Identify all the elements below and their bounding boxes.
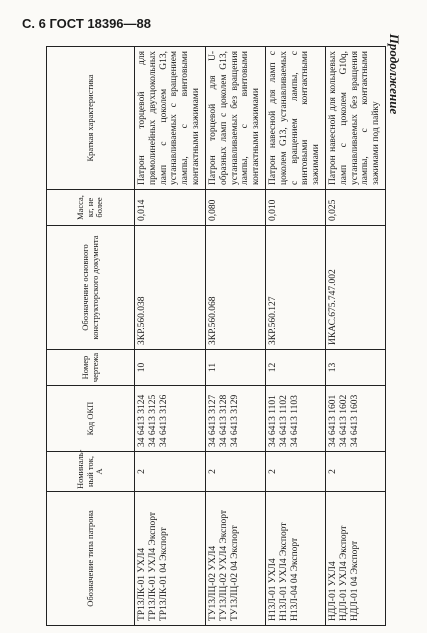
cell-doc: ЗКР.560.068 [205, 226, 265, 350]
col-header-current: Номиналь-ный ток, А [47, 452, 135, 492]
table-row [265, 47, 325, 626]
cell-mass: 0,010 [265, 190, 325, 226]
cell-doc: ИКАС.675.747.002 [325, 226, 385, 350]
cell-current: 2 [135, 452, 206, 492]
cell-type: Н13Л-01 УХЛ4 Н13Л-01 УХЛ4 Экспорт Н13Л-04 04 Экспорт [265, 492, 325, 626]
cell-desc: Патрон навесной для ламп с цоколем G13, устанавливаемых с вращением лампы, с винтовыми контактными зажимами [265, 47, 325, 190]
col-header-okp: Код ОКП [47, 386, 135, 452]
cell-desc: Патрон навесной для кольцевых ламп с цоколем G10q, устанавливаемых без вращения лампы, с контактными зажимами под пайку [325, 47, 385, 190]
cell-okp: 34 6413 3127 34 6413 3128 34 6413 3129 [205, 386, 265, 452]
cell-doc: ЗКР.560.127 [265, 226, 325, 350]
cell-drawing: 10 [135, 350, 206, 386]
table-row [325, 47, 385, 626]
col-header-doc: Обозначение основного конструкторского документа [47, 226, 135, 350]
cell-okp: 34 6413 1601 34 6413 1602 34 6413 1603 [325, 386, 385, 452]
lamp-holder-table [46, 46, 386, 626]
cell-desc: Патрон торцевой для U-образных ламп с цоколем G13, устанавливаемых без вращения лампы, с винтовыми контактными зажимами [205, 47, 265, 190]
continuation-label: Продолжение [387, 33, 402, 115]
page-header: С. 6 ГОСТ 18396—88 [22, 16, 151, 31]
cell-current: 2 [325, 452, 385, 492]
cell-type: ТУ13ЛЦ-02 УХЛ4 ТУ13ЛЦ-02 УХЛ4 Экспорт ТУ13ЛЦ-02 04 Экспорт [205, 492, 265, 626]
cell-okp: 34 6413 3124 34 6413 3125 34 6413 3126 [135, 386, 206, 452]
cell-doc: ЗКР.560.038 [135, 226, 206, 350]
col-header-drawing: Номер чертежа [47, 350, 135, 386]
col-header-mass: Масса, кг, не более [47, 190, 135, 226]
cell-mass: 0,025 [325, 190, 385, 226]
cell-type: НДЛ-01 УХЛ4 НДЛ-01 УХЛ4 Экспорт НДЛ-01 04 Экспорт [325, 492, 385, 626]
table-row [205, 47, 265, 626]
cell-current: 2 [265, 452, 325, 492]
table-header-row [47, 47, 135, 626]
cell-drawing: 13 [325, 350, 385, 386]
cell-drawing: 11 [205, 350, 265, 386]
cell-type: ТР13ЛК-01 УХЛ4 ТР13ЛК-01 УХЛ4 Экспорт ТР13ЛК-01 04 Экспорт [135, 492, 206, 626]
col-header-desc: Краткая характеристика [47, 47, 135, 190]
col-header-type: Обозначение типа патрона [47, 492, 135, 626]
cell-desc: Патрон торцевой для прямолинейных двухцокольных ламп с цоколем G13, устанавливаемых с вращением лампы, с винтовыми контактными зажимами [135, 47, 206, 190]
cell-mass: 0,014 [135, 190, 206, 226]
rotated-table-wrapper [46, 47, 386, 626]
cell-drawing: 12 [265, 350, 325, 386]
cell-current: 2 [205, 452, 265, 492]
cell-mass: 0,080 [205, 190, 265, 226]
table-row [135, 47, 206, 626]
cell-okp: 34 6413 1101 34 6413 1102 34 6413 1103 [265, 386, 325, 452]
